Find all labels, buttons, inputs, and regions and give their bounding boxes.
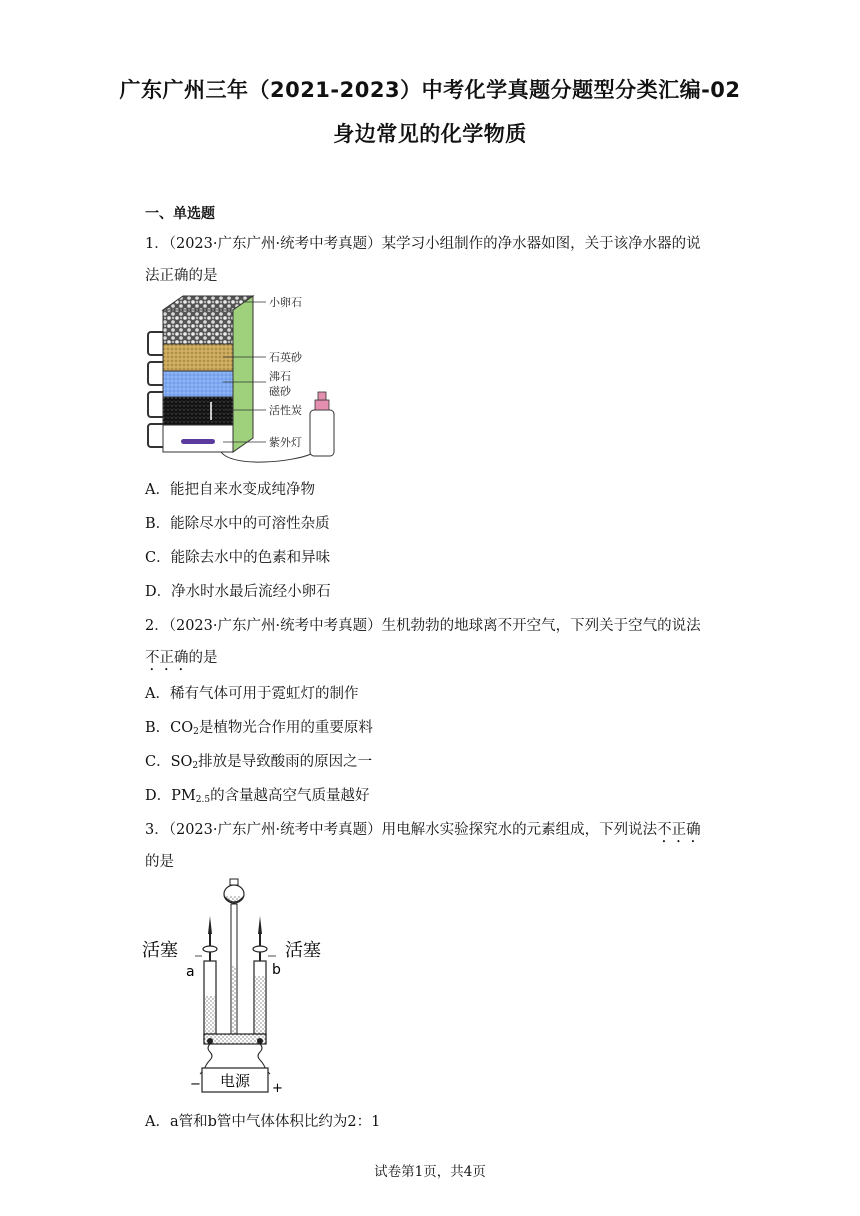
electrolysis-figure	[142, 876, 342, 1098]
q1-option-c: C．能除去水中的色素和异味	[145, 550, 331, 566]
label-zeolite: 沸石	[269, 370, 291, 383]
q1-option-b: B．能除尽水中的可溶性杂质	[145, 516, 330, 532]
title-line-1: 广东广州三年（2021-2023）中考化学真题分题型分类汇编-02	[119, 78, 741, 102]
label-pebbles: 小卵石	[269, 296, 302, 309]
right-stopcock-label: 活塞	[285, 940, 321, 961]
section-heading: 一、单选题	[145, 206, 215, 222]
q3-option-a: A．a管和b管中气体体积比约为2：1	[145, 1114, 381, 1130]
label-uv-lamp: 紫外灯	[269, 436, 302, 449]
label-activated-carbon: 活性炭	[269, 404, 302, 417]
q1-stem-line-1: 1．（2023·广东广州·统考中考真题）某学习小组制作的净水器如图，关于该净水器的说	[145, 236, 701, 252]
q1-option-a: A．能把自来水变成纯净物	[145, 482, 315, 498]
q1-option-d: D．净水时水最后流经小卵石	[145, 584, 331, 600]
tube-b-label: b	[272, 962, 281, 978]
q2-option-c: C．$SO_2$排放是导致酸雨的原因之一	[145, 754, 373, 771]
plus-sign: +	[272, 1081, 283, 1096]
q2-stem-line-1: 2．（2023·广东广州·统考中考真题）生机勃勃的地球离不开空气，下列关于空气的说法	[145, 618, 701, 634]
tube-a-label: a	[186, 964, 195, 980]
page-footer: 试卷第1页，共4页	[374, 1164, 486, 1180]
q3-stem-line-2: 的是	[145, 854, 174, 870]
q2-option-b: B．$CO_2$是植物光合作用的重要原料	[145, 720, 373, 737]
minus-sign: −	[190, 1077, 201, 1092]
power-label: 电源	[219, 1072, 251, 1090]
q3-emphasis: 不正确	[657, 822, 701, 838]
q2-option-d: D．$PM_{2.5}$的含量越高空气质量越好	[145, 788, 370, 805]
q2-stem-rest: 的是	[188, 650, 218, 666]
q2-emphasis: 不正确	[145, 650, 189, 666]
q1-stem-line-2: 法正确的是	[145, 268, 218, 284]
label-quartz-sand: 石英砂	[269, 351, 302, 364]
water-purifier-figure	[143, 292, 343, 468]
left-stopcock-label: 活塞	[142, 940, 178, 961]
label-magnetic-sand: 磁砂	[269, 385, 291, 398]
q3-stem-line-1: 3．（2023·广东广州·统考中考真题）用电解水实验探究水的元素组成，下列说法不正确	[145, 822, 701, 838]
q2-option-a: A．稀有气体可用于霓虹灯的制作	[145, 686, 359, 702]
q2-stem-line-2	[145, 646, 218, 674]
title-line-2: 身边常见的化学物质	[333, 122, 527, 146]
